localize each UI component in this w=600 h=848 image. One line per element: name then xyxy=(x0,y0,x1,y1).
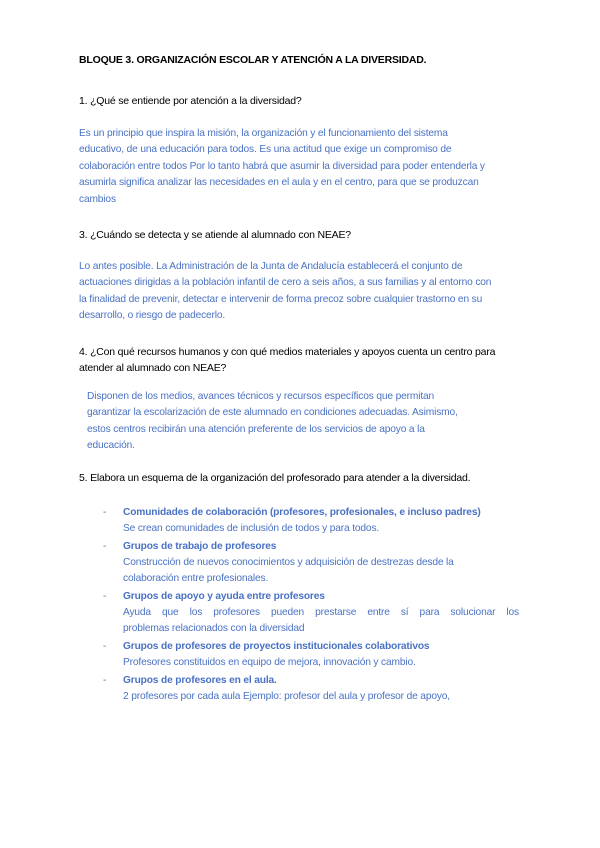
question-4-line: 4. ¿Con qué recursos humanos y con qué medios materiales y apoyos cuenta un centro para xyxy=(79,346,496,358)
question-1: 1. ¿Qué se entiende por atención a la diversidad? xyxy=(79,95,302,107)
answer-3-line: actuaciones dirigidas a la población infantil de cero a seis años, a sus familias y al entorno con xyxy=(79,277,492,289)
dash-bullet-icon: - xyxy=(103,675,107,686)
answer-1-line: cambios xyxy=(79,193,116,205)
list-item xyxy=(103,589,523,637)
scheme-item-desc-line: Se crean comunidades de inclusión de todos y para todos. xyxy=(123,523,380,534)
scheme-item-desc-line: 2 profesores por cada aula Ejemplo: profesor del aula y profesor de apoyo, xyxy=(123,691,450,702)
scheme-item-title: Grupos de profesores de proyectos institucionales colaborativos xyxy=(123,641,430,652)
scheme-item-desc xyxy=(123,655,523,671)
scheme-item-desc-line: colaboración entre profesionales. xyxy=(123,573,269,584)
answer-3-line: Lo antes posible. La Administración de la Junta de Andalucía establecerá el conjunto de xyxy=(79,261,463,272)
question-4 xyxy=(79,344,539,376)
question-5: 5. Elabora un esquema de la organización del profesorado para atender a la diversidad. xyxy=(79,472,471,484)
dash-bullet-icon: - xyxy=(103,507,107,518)
scheme-item-desc xyxy=(123,689,523,705)
answer-4-line: estos centros recibirán una atención preferente de los servicios de apoyo a la xyxy=(87,423,425,435)
answer-1-line: colaboración entre todos Por lo tanto habrá que asumir la diversidad para poder entenderla y xyxy=(79,160,485,172)
scheme-item-title: Grupos de trabajo de profesores xyxy=(123,541,277,552)
answer-3-line: la finalidad de prevenir, detectar e intervenir de forma precoz sobre cualquier trastorno en su xyxy=(79,293,483,305)
scheme-item-title: Comunidades de colaboración (profesores, profesionales, e incluso padres) xyxy=(123,507,481,518)
scheme-item-desc-line: Construcción de nuevos conocimientos y adquisición de destrezas desde la xyxy=(123,557,454,568)
list-item xyxy=(103,673,523,705)
answer-4-line: garantizar la escolarización de este alumnado en condiciones adecuadas. Asimismo, xyxy=(87,407,458,419)
answer-3 xyxy=(79,259,491,325)
scheme-item-desc-line: problemas relacionados con la diversidad xyxy=(123,623,305,634)
list-item xyxy=(103,505,523,537)
scheme-item-desc xyxy=(123,605,523,637)
scheme-item-desc-line: Ayuda que los profesores pueden prestarse entre sí para solucionar los xyxy=(123,607,519,618)
scheme-list xyxy=(103,505,523,707)
scheme-item-desc-line: Profesores constituidos en equipo de mejora, innovación y cambio. xyxy=(123,657,416,668)
answer-4 xyxy=(87,389,458,455)
answer-4-line: Disponen de los medios, avances técnicos y recursos específicos que permitan xyxy=(87,391,435,402)
answer-1-line: Es un principio que inspira la misión, la organización y el funcionamiento del sistema xyxy=(79,128,448,139)
dash-bullet-icon: - xyxy=(103,591,107,602)
page-title: BLOQUE 3. ORGANIZACIÓN ESCOLAR Y ATENCIÓN A LA DIVERSIDAD. xyxy=(79,54,427,66)
question-4-line: atender al alumnado con NEAE? xyxy=(79,362,227,374)
question-3: 3. ¿Cuándo se detecta y se atiende al alumnado con NEAE? xyxy=(79,229,351,241)
answer-1-line: asumirla significa analizar las necesidades en el aula y en el centro, para que se produzcan xyxy=(79,177,479,189)
answer-4-line: educación. xyxy=(87,440,135,452)
scheme-item-desc xyxy=(123,521,523,537)
answer-3-line: desarrollo, o riesgo de padecerlo. xyxy=(79,310,226,322)
dash-bullet-icon: - xyxy=(103,541,107,552)
answer-1-line: educativo, de una educación para todos. Es una actitud que exige un compromiso de xyxy=(79,144,452,156)
scheme-item-title: Grupos de profesores en el aula. xyxy=(123,675,277,686)
dash-bullet-icon: - xyxy=(103,641,107,652)
answer-1 xyxy=(79,126,485,208)
scheme-item-desc xyxy=(123,555,523,587)
list-item xyxy=(103,539,523,587)
list-item xyxy=(103,639,523,671)
scheme-item-title: Grupos de apoyo y ayuda entre profesores xyxy=(123,591,325,602)
